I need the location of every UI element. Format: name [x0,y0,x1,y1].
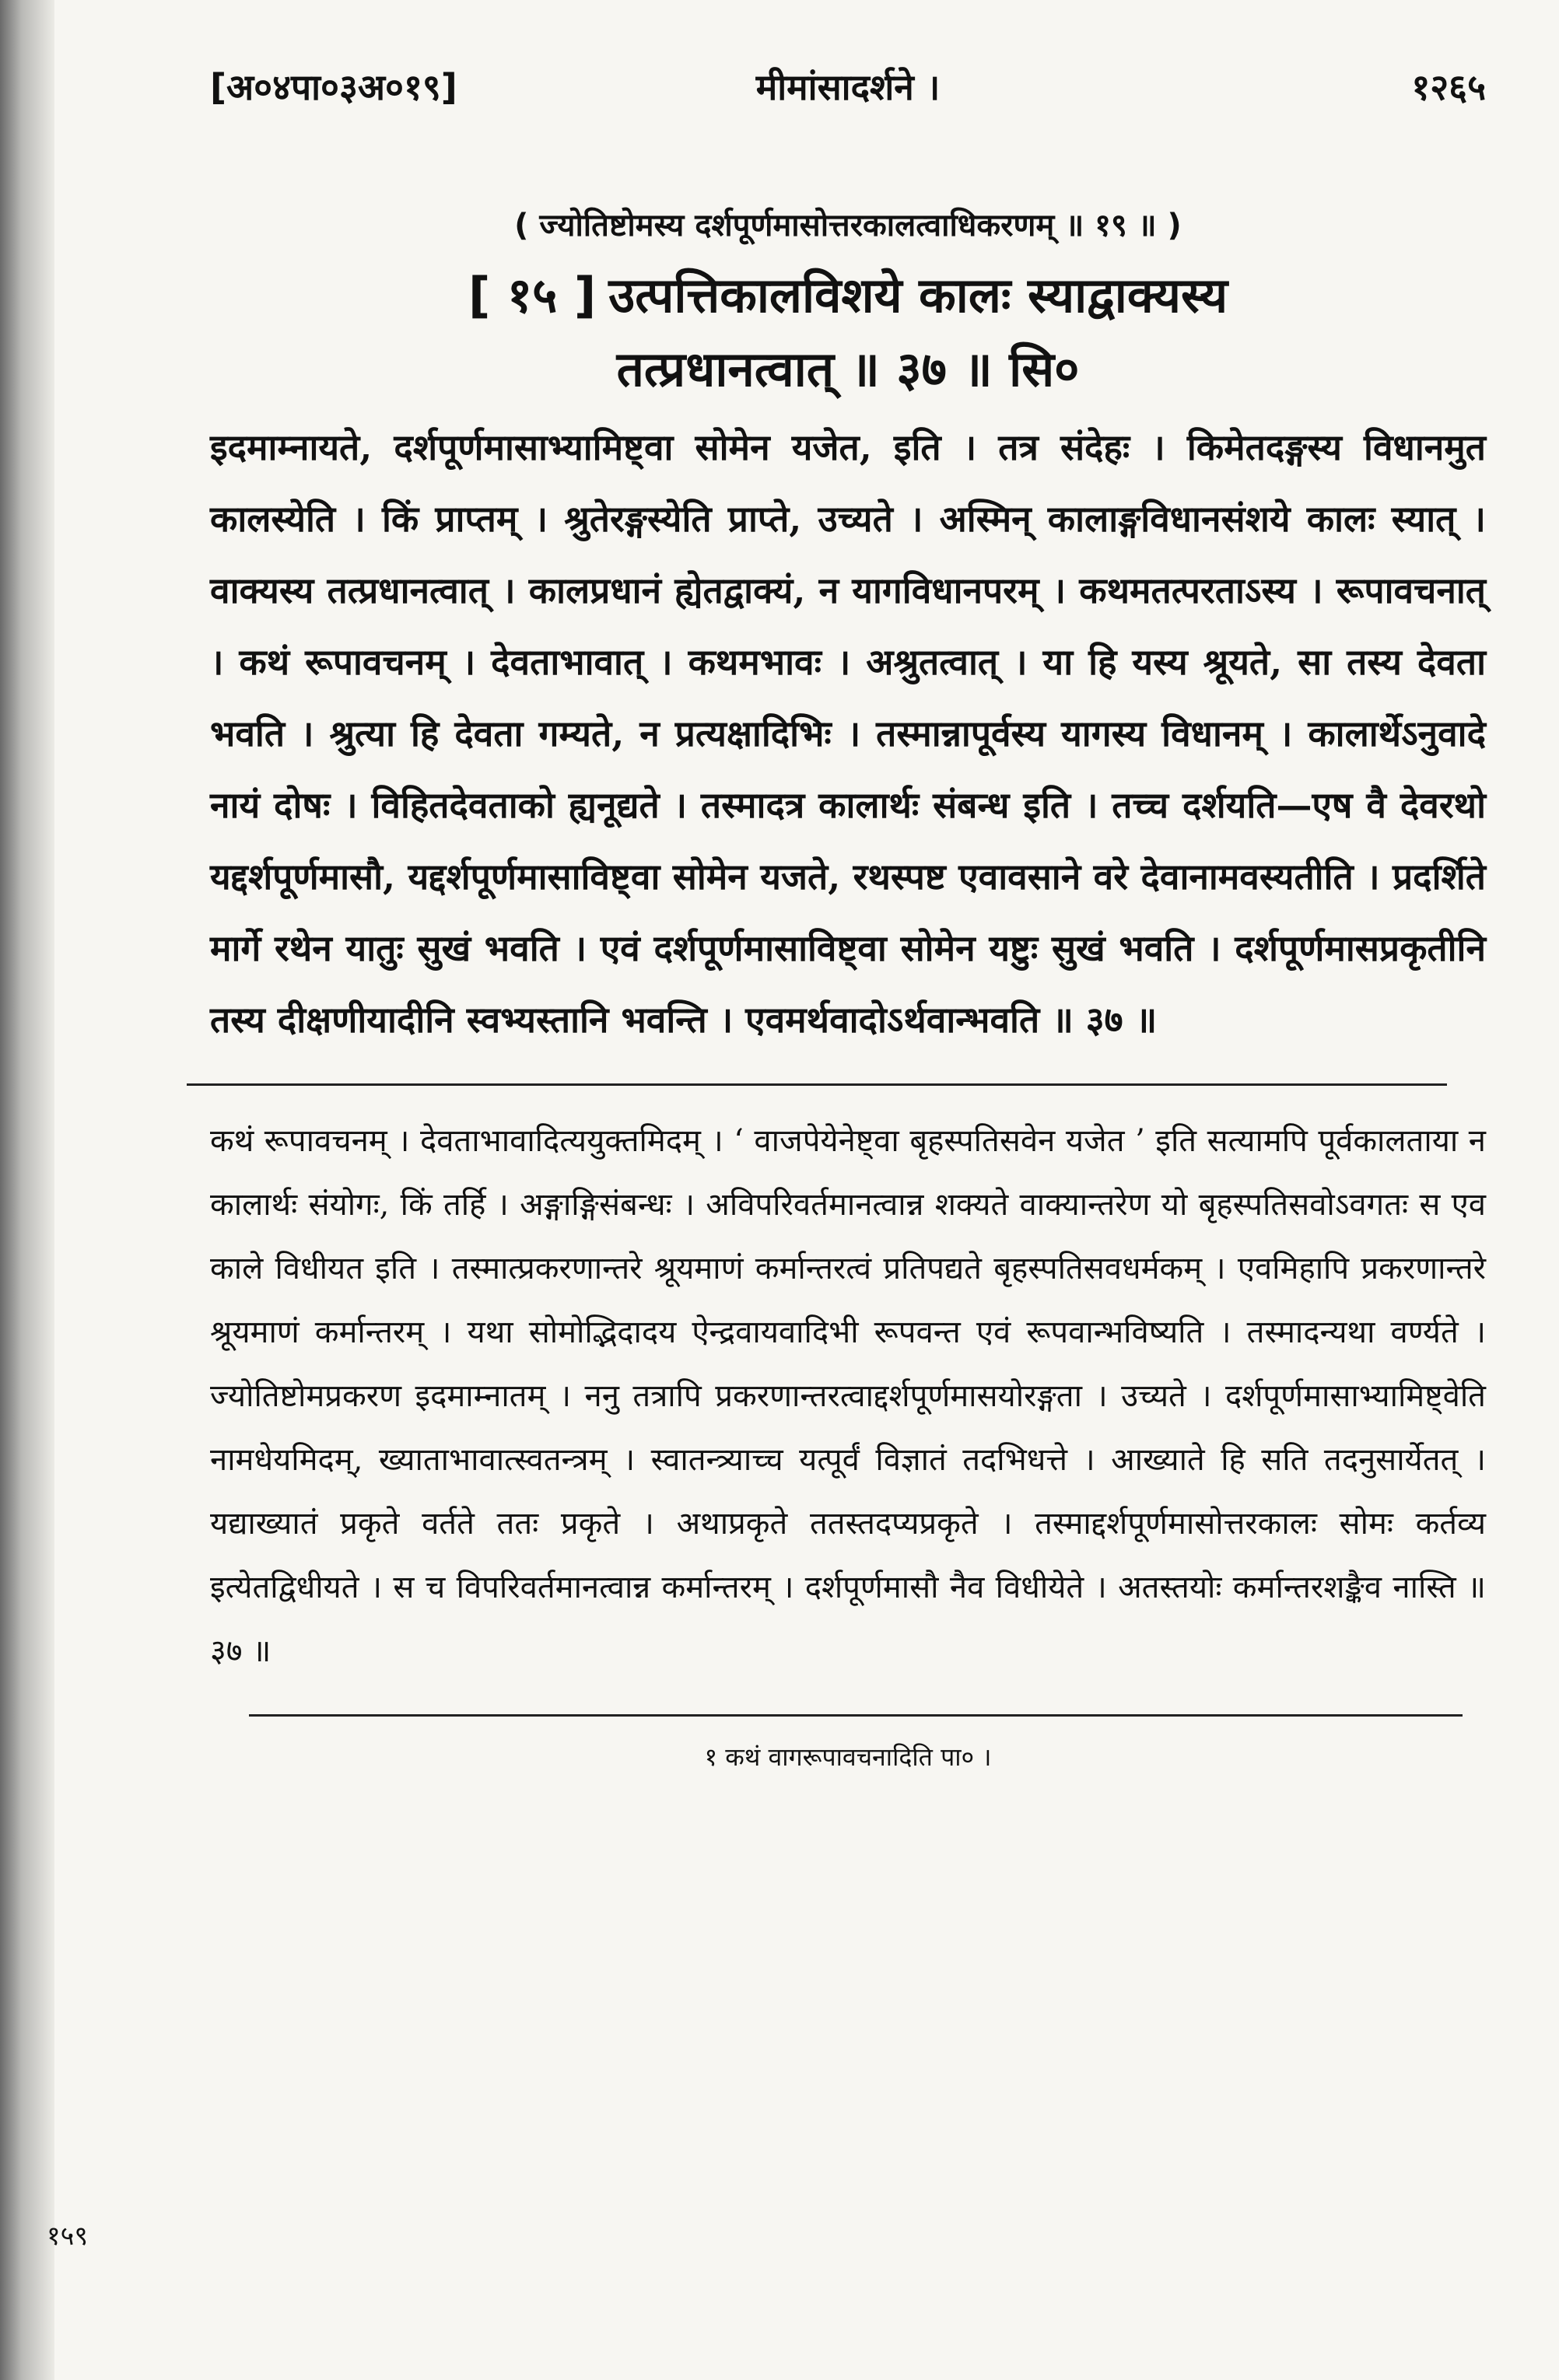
sutra-line-2: तत्प्रधानत्वात् ॥ ३७ ॥ सि० [616,340,1080,397]
book-title: मीमांसादर्शने । [755,66,941,108]
footnote: १ कथं वागरूपावचनादिति पा० । [704,1741,992,1772]
book-binding-edge [0,0,54,2380]
commentary-text: कथं रूपावचनम् । देवताभावादित्ययुक्तमिदम् । ‘ वाजपेयेनेष्ट्वा बृहस्पतिसवेन यजेत ’ इति सत्यामपि पूर्वकालताया न कालार्थः संयोगः, किं तर्हि । अङ्गाङ्गिसंबन्धः । अविपरिवर्तमानत्वान्न शक्यते वाक्यान्तरेण यो बृहस्पतिसवोऽवगतः स एव काले विधीयत इति । तस्मात्प्रकरणान्तरे श्रूयमाणं कर्मान्तरत्वं प्रतिपद्यते बृहस्पतिसवधर्मकम् । एवमिहापि प्रकरणान्तरे श्रूयमाणं कर्मान्तरम् । यथा सोमोद्भिदादय ऐन्द्रवायवादिभी रूपवन्त एवं रूपवान्भविष्यति । तस्मादन्यथा वर्ण्यते । ज्योतिष्टोमप्रकरण इदमाम्नातम् । ननु तत्रापि प्रकरणान्तरत्वाद्दर्शपूर्णमासयोरङ्गता । उच्यते । दर्शपूर्णमासाभ्यामिष्ट्वेति नामधेयमिदम्, ख्याताभावात्स्वतन्त्रम् । स्वातन्त्र्याच्च यत्पूर्वं विज्ञातं तदभिधत्ते । आख्याते हि सति तदनुसार्येतत् । यद्याख्यातं प्रकृते वर्तते ततः प्रकृते । अथाप्रकृते ततस्तदप्यप्रकृते । तस्माद्दर्शपूर्णमासोत्तरकालः सोमः कर्तव्य इत्येतद्विधीयते । स च विपरिवर्तमानत्वान्न कर्मान्तरम् । दर्शपूर्णमासौ नैव विधीयेते । अतस्तयोः कर्मान्तरशङ्कैव नास्ति ॥ ३७ ॥ [210,1122,1486,1669]
bhashya-text: इदमाम्नायते, दर्शपूर्णमासाभ्यामिष्ट्वा सोमेन यजेत, इति । तत्र संदेहः । किमेतदङ्गस्य विधानमुत कालस्येति । किं प्राप्तम् । श्रुतेरङ्गस्येति प्राप्ते, उच्यते । अस्मिन् कालाङ्गविधानसंशये कालः स्यात् । वाक्यस्य तत्प्रधानत्वात् । कालप्रधानं ह्येतद्वाक्यं, न यागविधानपरम् । कथमतत्परताऽस्य । रूपावचनात् । कथं रूपावचनम् । देवताभावात् । कथमभावः । अश्रुतत्वात् । या हि यस्य श्रूयते, सा तस्य देवता भवति । श्रुत्या हि देवता गम्यते, न प्रत्यक्षादिभिः । तस्मान्नापूर्वस्य यागस्य विधानम् । कालार्थेऽनुवादे नायं दोषः । विहितदेवताको ह्यनूद्यते । तस्मादत्र कालार्थः संबन्ध इति । तच्च दर्शयति—एष वै देवरथो यद्दर्शपूर्णमासौ, यद्दर्शपूर्णमासाविष्ट्वा सोमेन यजते, रथस्पष्ट एवावसाने वरे देवानामवस्यतीति । प्रदर्शिते मार्गे रथेन यातुः सुखं भवति । एवं दर्शपूर्णमासाविष्ट्वा सोमेन यष्टुः सुखं भवति । दर्शपूर्णमासप्रकृतीनि तस्य दीक्षणीयादीनि स्वभ्यस्तानि भवन्ति । एवमर्थवादोऽर्थवान्भवति ॥ ३७ ॥ [210,425,1486,1041]
running-head [210,47,1486,132]
printer-signature-mark: १५९ [47,2221,89,2252]
footnote-divider [249,1714,1463,1717]
adhikarana-title: ( ज्योतिष्टोमस्य दर्शपूर्णमासोत्तरकालत्वाधिकरणम् ॥ १९ ॥ ) [514,208,1182,243]
book-page [210,47,1486,2333]
page-number: १२६५ [1411,66,1486,108]
sutra-line-1: उत्पत्तिकालविशये कालः स्याद्वाक्यस्य [608,267,1228,324]
section-divider [187,1083,1447,1086]
sutra-heading [210,261,1486,331]
section-reference: [अ०४पा०३अ०१९] [210,66,457,108]
sutra-number: [ १५ ] [468,267,597,324]
